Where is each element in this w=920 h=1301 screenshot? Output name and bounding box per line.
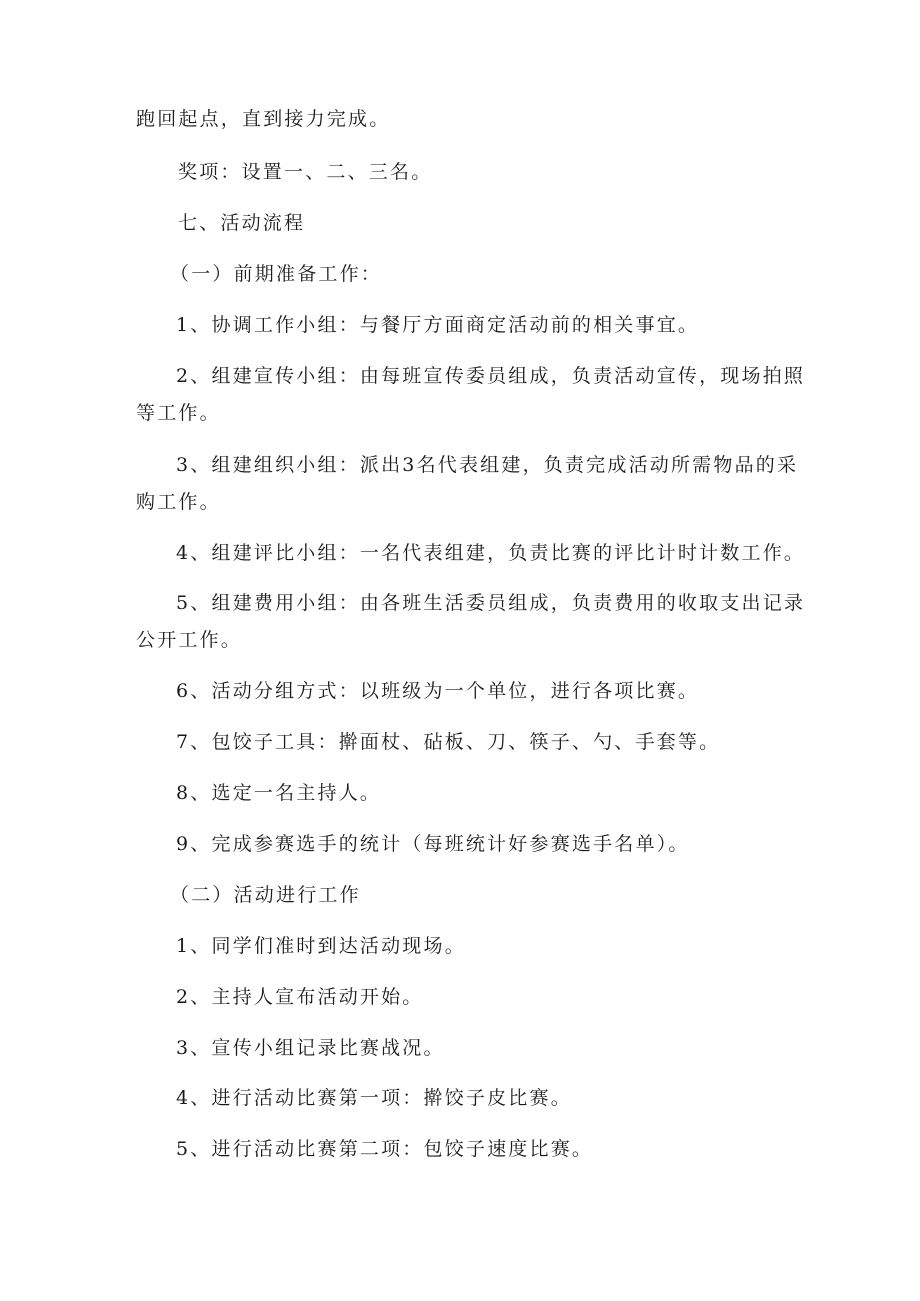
section-heading-activity-process: 七、活动流程 <box>178 212 306 234</box>
execution-item-5: 5、进行活动比赛第二项：包饺子速度比赛。 <box>176 1138 594 1160</box>
prep-item-2: 2、组建宣传小组：由每班宣传委员组成，负责活动宣传，现场拍照 <box>176 365 806 387</box>
awards-line: 奖项：设置一、二、三名。 <box>178 161 433 183</box>
subsection-heading-preparation: （一）前期准备工作： <box>170 263 383 285</box>
execution-item-3: 3、宣传小组记录比赛战况。 <box>176 1037 445 1059</box>
prep-item-3: 3、组建组织小组：派出3名代表组建，负责完成活动所需物品的采 <box>176 454 799 476</box>
prep-item-5-continuation: 公开工作。 <box>136 629 243 651</box>
prep-item-8: 8、选定一名主持人。 <box>176 782 382 804</box>
execution-item-4: 4、进行活动比赛第一项：擀饺子皮比赛。 <box>176 1087 572 1109</box>
execution-item-2: 2、主持人宣布活动开始。 <box>176 986 424 1008</box>
prep-item-2-continuation: 等工作。 <box>136 402 221 424</box>
continuation-line-relay: 跑回起点，直到接力完成。 <box>136 108 391 130</box>
execution-item-1: 1、同学们准时到达活动现场。 <box>176 935 466 957</box>
prep-item-7: 7、包饺子工具：擀面杖、砧板、刀、筷子、勺、手套等。 <box>176 731 721 753</box>
prep-item-3-continuation: 购工作。 <box>136 491 221 513</box>
prep-item-1: 1、协调工作小组：与餐厅方面商定活动前的相关事宜。 <box>176 314 700 336</box>
prep-item-5: 5、组建费用小组：由各班生活委员组成，负责费用的收取支出记录 <box>176 592 806 614</box>
prep-item-4: 4、组建评比小组：一名代表组建，负责比赛的评比计时计数工作。 <box>176 542 806 564</box>
subsection-heading-execution: （二）活动进行工作 <box>170 884 361 906</box>
prep-item-6: 6、活动分组方式：以班级为一个单位，进行各项比赛。 <box>176 680 700 702</box>
prep-item-9: 9、完成参赛选手的统计（每班统计好参赛选手名单）。 <box>176 833 690 855</box>
